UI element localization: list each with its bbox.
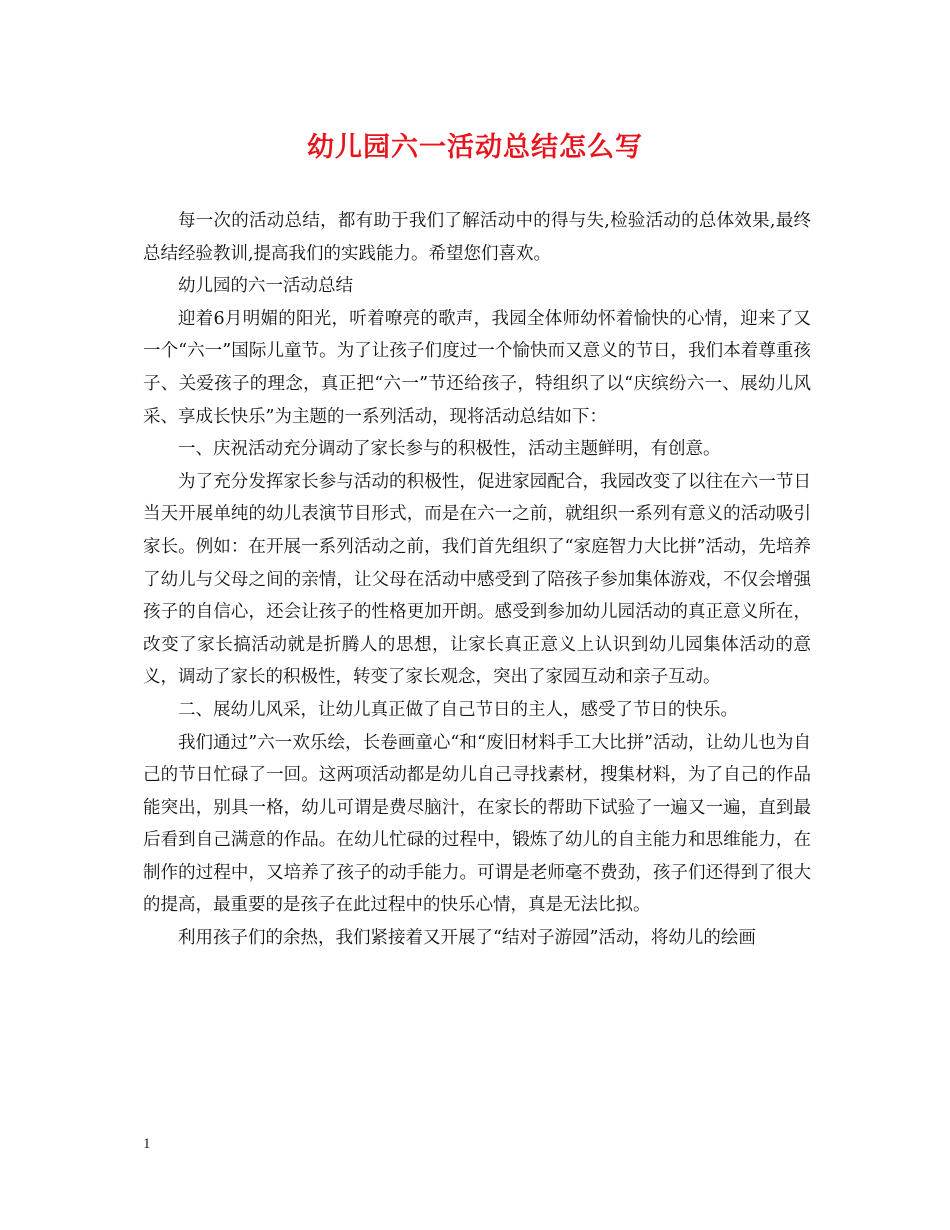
paragraph-section-two: 我们通过”六一欢乐绘，长卷画童心“和“废旧材料手工大比拼”活动，让幼儿也为自己的节日忙碌了一回。这两项活动都是幼儿自己寻找素材，搜集材料，为了自己的作品能突出，别具一格，幼儿可谓是费尽脑汁，在家长的帮助下试验了一遍又一遍，直到最后看到自己满意的作品。在幼儿忙碌的过程中，锻炼了幼儿的自主能力和思维能力，在制作的过程中，又培养了孩子的动手能力。可谓是老师毫不费劲，孩子们还得到了很大的提高，最重要的是孩子在此过程中的快乐心情，真是无法比拟。 — [143, 732, 811, 916]
document-body — [143, 205, 811, 955]
section-heading-two: 二、展幼儿风采，让幼儿真正做了自己节日的主人，感受了节日的快乐。 — [178, 699, 738, 720]
paragraph-section-one: 为了充分发挥家长参与活动的积极性，促进家园配合，我园改变了以往在六一节日当天开展单纯的幼儿表演节目形式，而是在六一之前，就组织一系列有意义的活动吸引家长。例如：在开展一系列活动之前，我们首先组织了“家庭智力大比拼”活动，先培养了幼儿与父母之间的亲情，让父母在活动中感受到了陪孩子参加集体游戏，不仅会增强孩子的自信心，还会让孩子的性格更加开朗。感受到参加幼儿园活动的真正意义所在，改变了家长搞活动就是折腾人的思想，让家长真正意义上认识到幼儿园集体活动的意义，调动了家长的积极性，转变了家长观念，突出了家园互动和亲子互动。 — [143, 471, 811, 688]
paragraph-opening: 迎着6月明媚的阳光，听着嘹亮的歌声，我园全体师幼怀着愉快的心情，迎来了又一个“六一”国际儿童节。为了让孩子们度过一个愉快而又意义的节日，我们本着尊重孩子、关爱孩子的理念，真正把“六一”节还给孩子，特组织了以“庆缤纷六一、展幼儿风采、享成长快乐”为主题的一系列活动，现将活动总结如下： — [143, 308, 811, 427]
paragraph-subtitle: 幼儿园的六一活动总结 — [178, 276, 353, 297]
paragraph-intro: 每一次的活动总结，都有助于我们了解活动中的得与失,检验活动的总体效果,最终总结经验教训,提高我们的实践能力。希望您们喜欢。 — [143, 211, 811, 264]
section-heading-one: 一、庆祝活动充分调动了家长参与的积极性，活动主题鲜明，有创意。 — [178, 439, 721, 460]
document-title: 幼儿园六一活动总结怎么写 — [307, 132, 643, 163]
page-number: 1 — [143, 1136, 151, 1152]
paragraph-continuation: 利用孩子们的余热，我们紧接着又开展了“结对子游园”活动，将幼儿的绘画 — [178, 928, 756, 949]
